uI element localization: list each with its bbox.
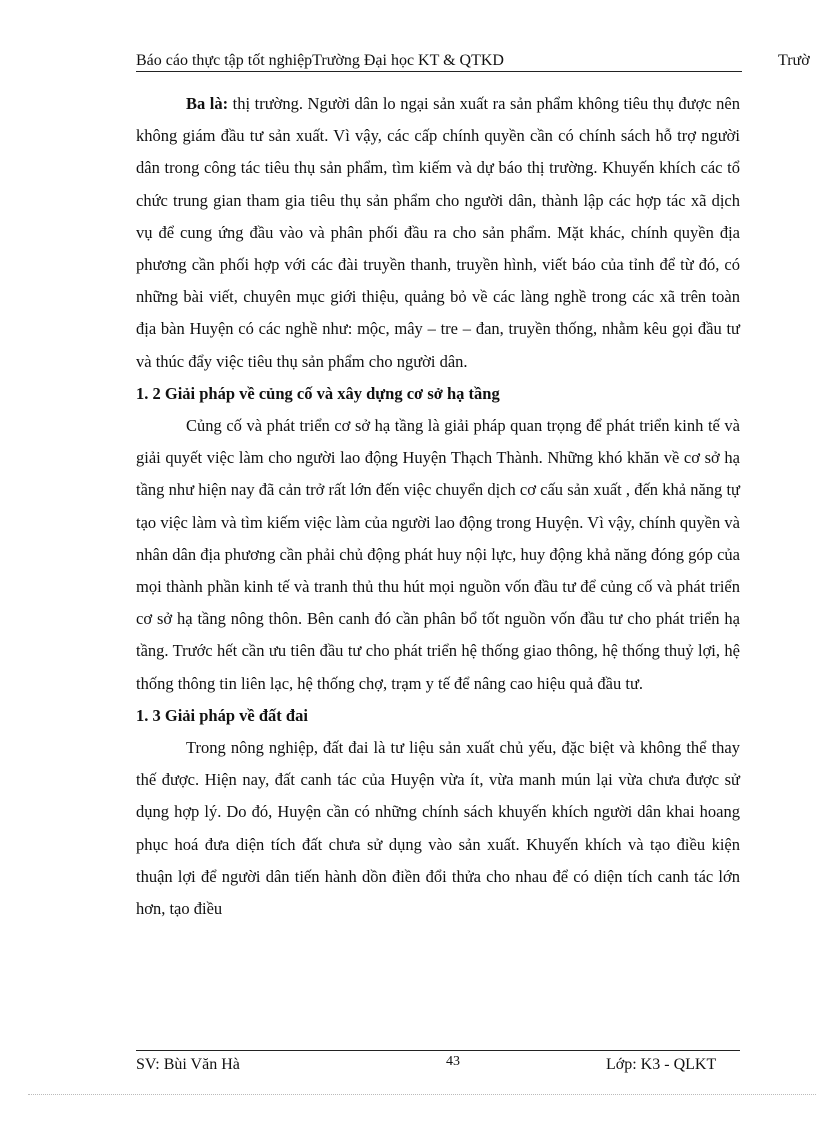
footer-divider (136, 1050, 740, 1051)
page-number: 43 (446, 1054, 460, 1069)
header-divider (136, 71, 742, 72)
document-body (136, 88, 740, 925)
header-overflow-text: Trườ (778, 52, 810, 69)
page-bottom-dotted-line (28, 1094, 816, 1095)
paragraph-ba-la (136, 88, 740, 378)
section-heading-infrastructure: 1. 2 Giải pháp về củng cố và xây dựng cơ sở hạ tầng (136, 383, 500, 403)
paragraph-land: Trong nông nghiệp, đất đai là tư liệu sản xuất chủ yếu, đặc biệt và không thể thay thế được. Hiện nay, đất canh tác của Huyện vừa ít, vừa manh mún lại vừa chưa được sử dụng hợp lý. Do đó, Huyện cần có những chính sách khuyến khích người dân khai hoang phục hoá đưa diện tích đất chưa sử dụng vào sản xuất. Khuyến khích và tạo điều kiện thuận lợi để người dân tiến hành dồn điền đổi thửa cho nhau để có diện tích canh tác lớn hơn, tạo điều (136, 738, 740, 919)
footer-student: SV: Bùi Văn Hà (136, 1056, 240, 1073)
footer-class: Lớp: K3 - QLKT (606, 1056, 717, 1073)
paragraph-text: thị trường. Người dân lo ngại sản xuất ra sản phẩm không tiêu thụ được nên không giám đầu tư sản xuất. Vì vậy, các cấp chính quyền cần có chính sách hỗ trợ người dân trong công tác tiêu thụ sản phẩm, tìm kiếm và dự báo thị trường. Khuyến khích các tổ chức trung gian tham gia tiêu thụ sản phẩm cho người dân, thành lập các hợp tác xã dịch vụ để cung ứng đầu vào và phân phối đầu ra cho sản phẩm. Mặt khác, chính quyền địa phương cần phối hợp với các đài truyền thanh, truyền hình, viết báo của tỉnh để từ đó, có những bài viết, chuyên mục giới thiệu, quảng bỏ về các làng nghề trong các xã trên toàn địa bàn Huyện có các nghề như: mộc, mây – tre – đan, truyền thống, nhằm kêu gọi đầu tư và thúc đẩy việc tiêu thụ sản phẩm cho người dân. (136, 94, 740, 371)
paragraph-lead: Ba là: (186, 94, 229, 113)
page-header: Báo cáo thực tập tốt nghiệpTrường Đại học KT & QTKD (136, 52, 504, 69)
section-heading-land: 1. 3 Giải pháp về đất đai (136, 705, 308, 725)
paragraph-infrastructure: Củng cố và phát triển cơ sở hạ tầng là giải pháp quan trọng để phát triển kinh tế và giải quyết việc làm cho người lao động Huyện Thạch Thành. Những khó khăn về cơ sở hạ tầng như hiện nay đã cản trở rất lớn đến việc chuyển dịch cơ cấu sản xuất , đến khả năng tự tạo việc làm và tìm kiếm việc làm của người lao động trong Huyện. Vì vậy, chính quyền và nhân dân địa phương cần phải chủ động phát huy nội lực, huy động khả năng đóng góp của mọi thành phần kinh tế và tranh thủ thu hút mọi nguồn vốn đầu tư để củng cố và phát triển cơ sở hạ tầng nông thôn. Bên canh đó cần phân bổ tốt nguồn vốn đầu tư cho phát triển hạ tầng. Trước hết cần ưu tiên đầu tư cho phát triển hệ thống giao thông, hệ thống thuỷ lợi, hệ thống thông tin liên lạc, hệ thống chợ, trạm y tế để nâng cao hiệu quả đầu tư. (136, 416, 740, 693)
